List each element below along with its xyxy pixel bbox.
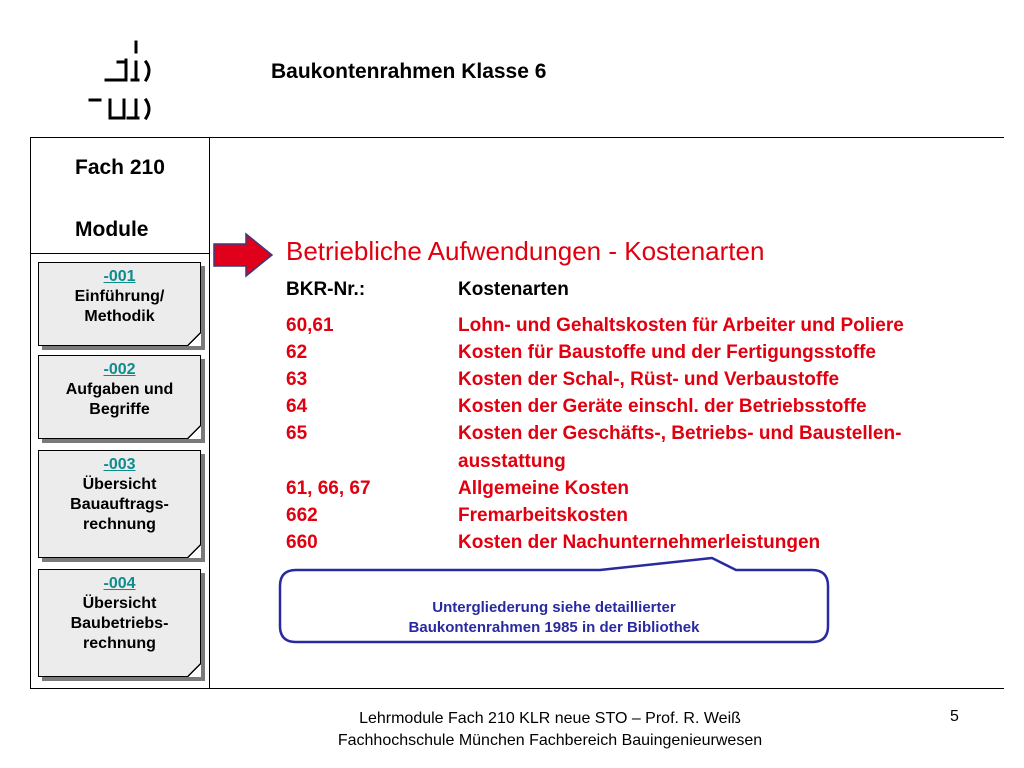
bottom-rule <box>30 688 1004 689</box>
module-card-003[interactable] <box>38 450 201 558</box>
row-nr: 62 <box>286 342 308 363</box>
top-rule <box>30 137 1004 138</box>
row-nr: 63 <box>286 369 308 390</box>
page-fold-icon <box>187 332 201 346</box>
arrow-right-icon <box>212 232 274 278</box>
page-fold-icon <box>187 544 201 558</box>
fach-label: Fach 210 <box>75 156 165 179</box>
module-link-002[interactable]: -002 <box>103 361 136 378</box>
footer-line: Fachhochschule München Fachbereich Bauingenieurwesen <box>337 732 763 749</box>
row-text: Kosten für Baustoffe und der Fertigungsstoffe <box>458 342 876 363</box>
section-title: Betriebliche Aufwendungen - Kostenarten <box>286 236 765 266</box>
module-text: Begriffe <box>89 401 150 418</box>
callout-text <box>278 598 830 638</box>
row-text: Kosten der Schal-, Rüst- und Verbaustoffe <box>458 369 840 390</box>
module-link-001[interactable]: -001 <box>103 268 136 285</box>
module-text: rechnung <box>83 516 156 533</box>
row-nr: 60,61 <box>286 315 334 336</box>
module-card-001[interactable] <box>38 262 201 346</box>
row-text: ausstattung <box>458 451 566 472</box>
module-text: Methodik <box>84 308 155 325</box>
module-text: Bauauftrags- <box>70 496 169 513</box>
row-nr: 64 <box>286 396 308 417</box>
module-text: Übersicht <box>82 476 157 493</box>
row-text: Kosten der Nachunternehmerleistungen <box>458 532 821 553</box>
header-bkr-nr: BKR-Nr.: <box>286 279 366 300</box>
callout-line: Baukontenrahmen 1985 in der Bibliothek <box>408 619 700 636</box>
row-nr: 662 <box>286 505 318 526</box>
sidebar-right-border <box>209 137 210 689</box>
row-text: Fremarbeitskosten <box>458 505 629 526</box>
row-text: Lohn- und Gehaltskosten für Arbeiter und Poliere <box>458 315 904 336</box>
logo-icon <box>80 38 160 124</box>
row-nr: 65 <box>286 423 308 444</box>
module-text: rechnung <box>83 635 156 652</box>
page-number: 5 <box>950 708 959 725</box>
row-text: Kosten der Geräte einschl. der Betriebsstoffe <box>458 396 867 417</box>
module-text: Baubetriebs- <box>70 615 169 632</box>
row-nr: 660 <box>286 532 318 553</box>
module-text: Aufgaben und <box>65 381 174 398</box>
module-card-002[interactable] <box>38 355 201 439</box>
module-text: Einführung/ <box>74 288 165 305</box>
footer-line: Lehrmodule Fach 210 KLR neue STO – Prof. R. Weiß <box>359 710 741 727</box>
footer <box>250 708 850 752</box>
module-card-004[interactable] <box>38 569 201 677</box>
header-kostenarten: Kostenarten <box>458 279 569 300</box>
row-text: Allgemeine Kosten <box>458 478 630 499</box>
callout-line: Untergliederung siehe detaillierter <box>432 599 676 616</box>
module-label: Module <box>75 218 149 241</box>
module-link-004[interactable]: -004 <box>103 575 136 592</box>
module-text: Übersicht <box>82 595 157 612</box>
row-nr: 61, 66, 67 <box>286 478 371 499</box>
module-link-003[interactable]: -003 <box>103 456 136 473</box>
slide-title: Baukontenrahmen Klasse 6 <box>271 60 547 83</box>
row-text: Kosten der Geschäfts-, Betriebs- und Baustellen- <box>458 423 902 444</box>
page-fold-icon <box>187 425 201 439</box>
sidebar-left-border <box>30 137 31 689</box>
module-divider <box>30 253 210 254</box>
page-fold-icon <box>187 663 201 677</box>
